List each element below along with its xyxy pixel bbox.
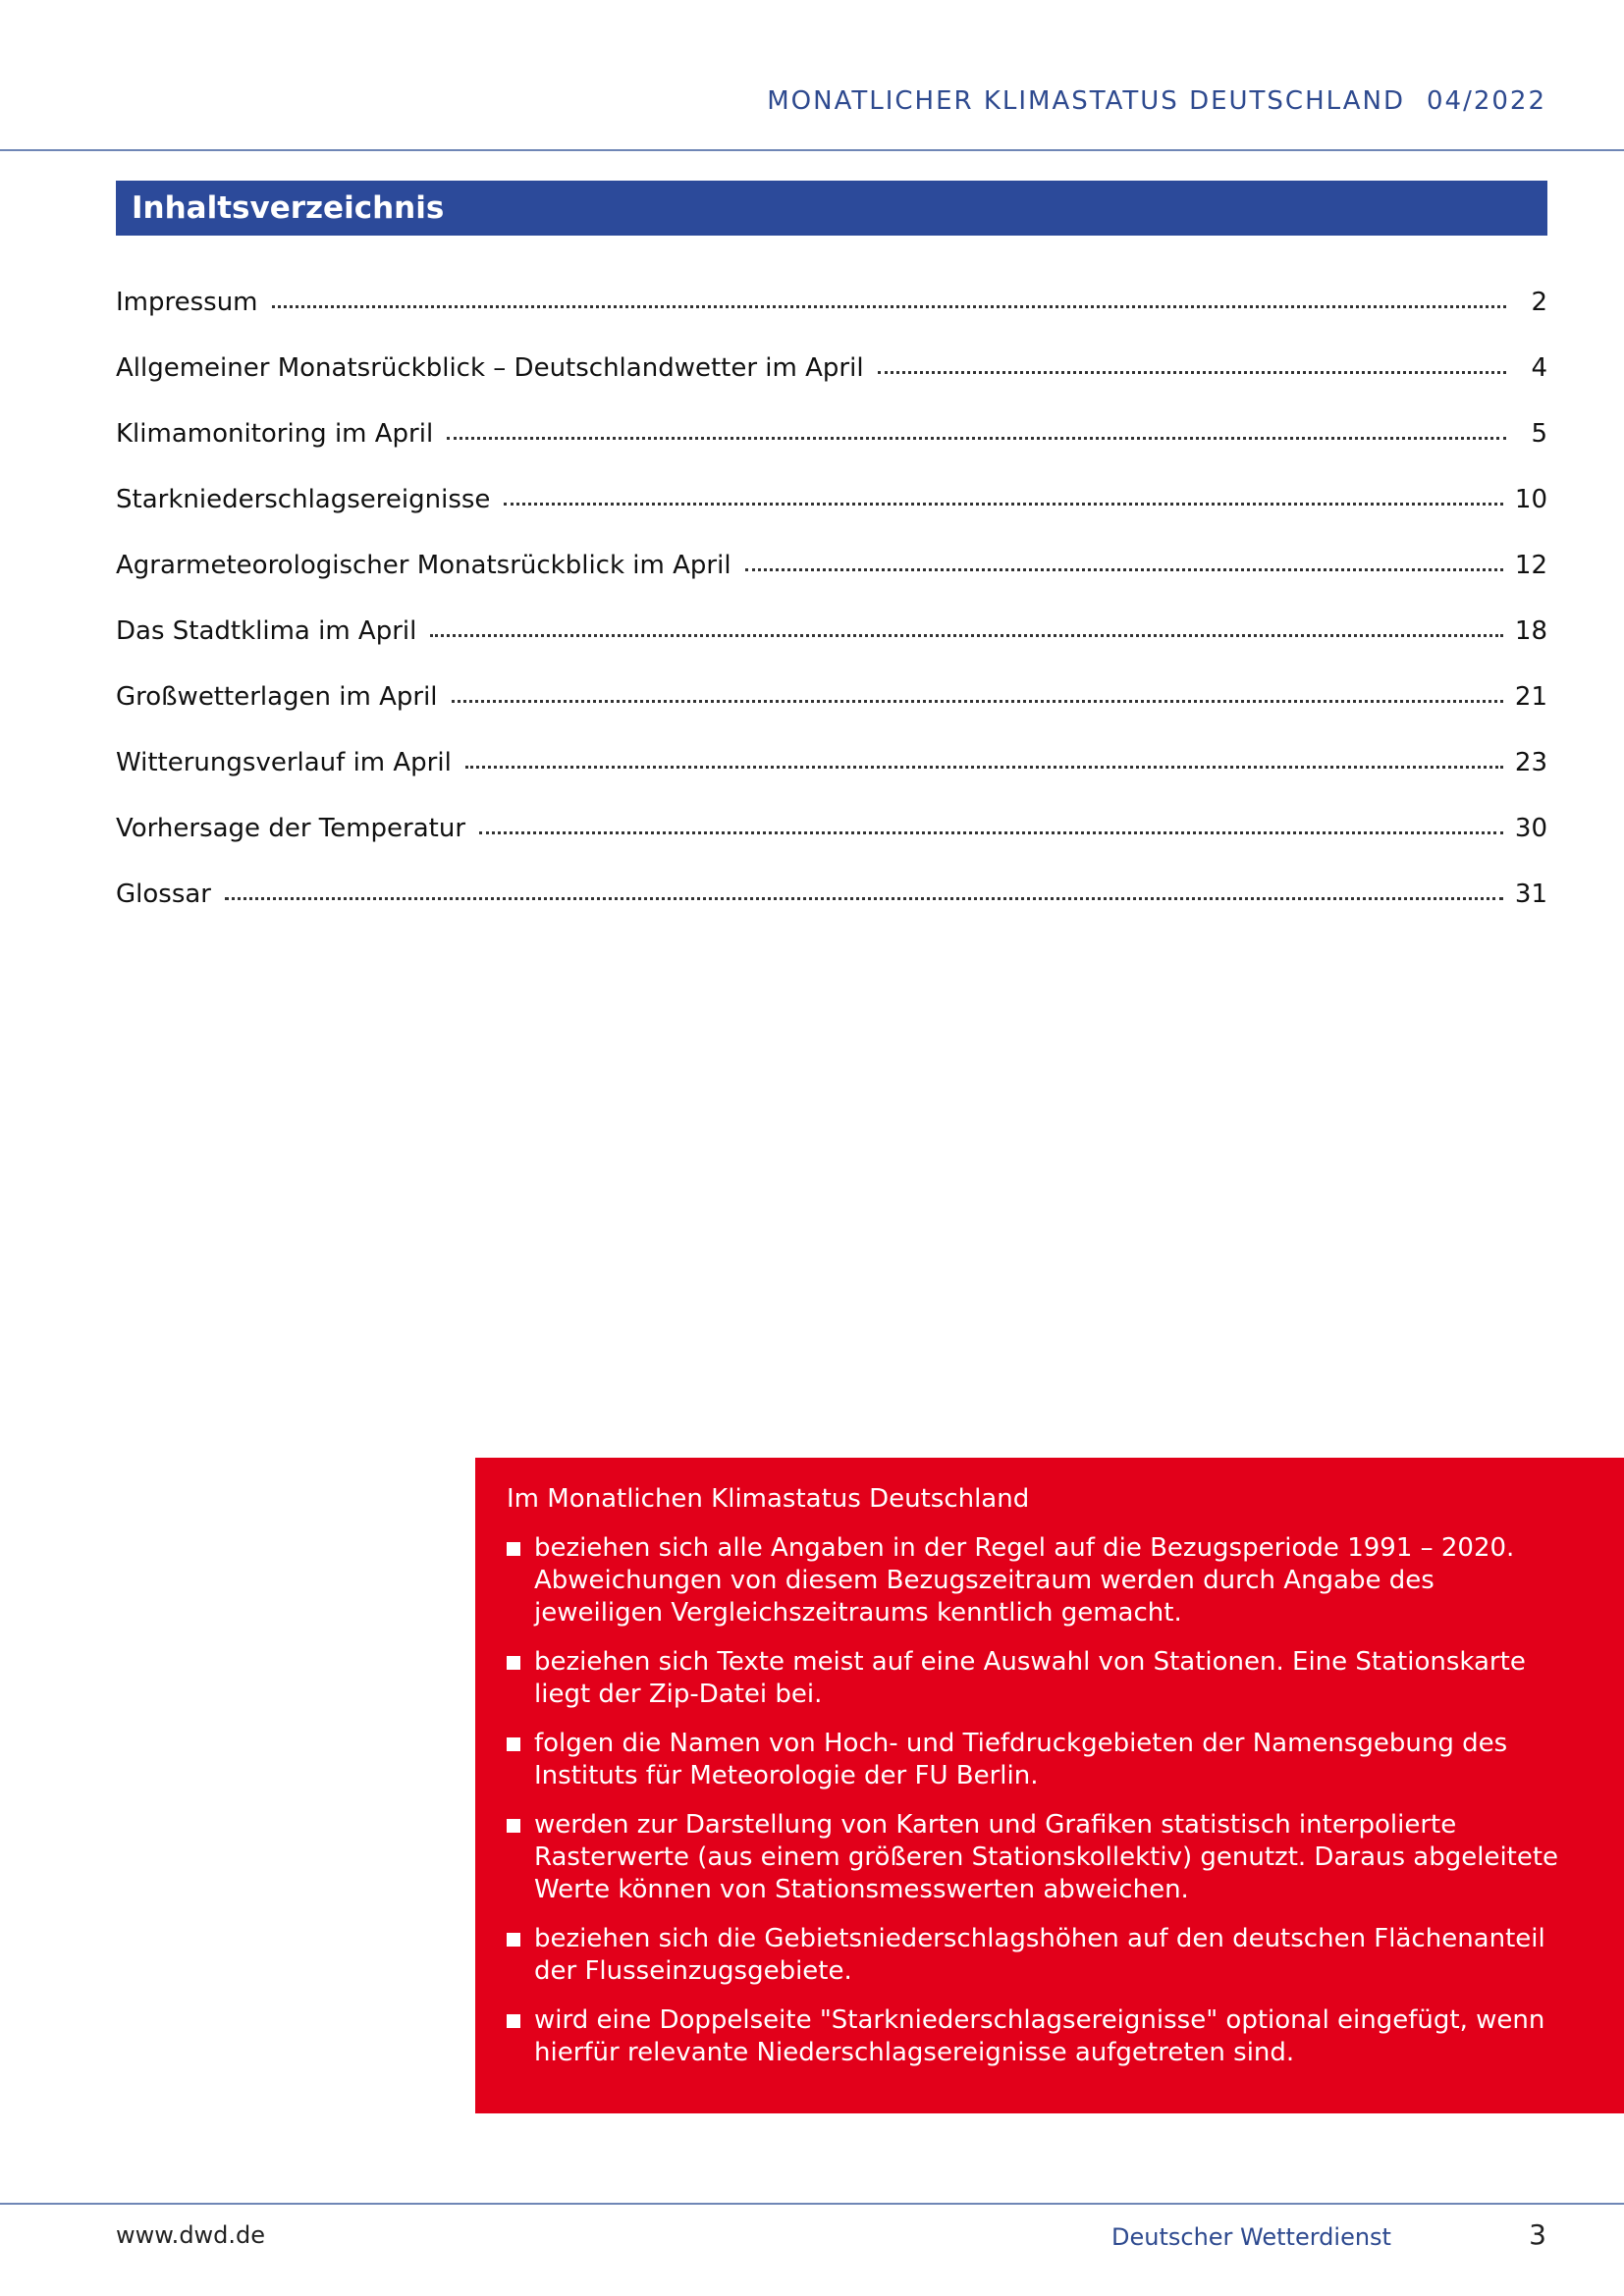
notice-item-text: beziehen sich die Gebietsniederschlagshöhen auf den deutschen Flächenanteil der Flusseinzugsgebiete. xyxy=(534,1924,1545,1986)
toc-leader-dots xyxy=(452,698,1503,703)
toc-entry[interactable] xyxy=(116,870,1547,935)
header-title xyxy=(767,86,1546,116)
notice-item xyxy=(507,1809,1565,1906)
table-of-contents xyxy=(116,278,1547,935)
toc-entry-page: 2 xyxy=(1531,288,1547,317)
toc-entry-page: 18 xyxy=(1514,616,1547,646)
toc-heading: Inhaltsverzeichnis xyxy=(116,181,1547,236)
toc-leader-dots xyxy=(504,501,1502,506)
square-bullet-icon xyxy=(507,2014,520,2028)
square-bullet-icon xyxy=(507,1819,520,1833)
toc-entry-label: Agrarmeteorologischer Monatsrückblick im April xyxy=(116,551,731,580)
toc-entry[interactable] xyxy=(116,409,1547,475)
footer-website-link[interactable]: www.dwd.de xyxy=(116,2221,266,2249)
notice-item-text: wird eine Doppelseite "Starkniederschlagsereignisse" optional eingefügt, wenn hierfür relevante Niederschlagsereignisse aufgetreten sind. xyxy=(534,2005,1545,2067)
toc-leader-dots xyxy=(878,369,1506,374)
footer-divider xyxy=(0,2203,1624,2205)
toc-entry[interactable] xyxy=(116,738,1547,804)
toc-entry-label: Klimamonitoring im April xyxy=(116,419,434,449)
notice-item xyxy=(507,1923,1565,1988)
toc-leader-dots xyxy=(225,895,1503,900)
toc-entry-page: 5 xyxy=(1531,419,1547,449)
footer-organization: Deutscher Wetterdienst xyxy=(1111,2223,1391,2251)
notice-item xyxy=(507,1646,1565,1711)
toc-entry[interactable] xyxy=(116,804,1547,870)
toc-entry[interactable] xyxy=(116,278,1547,344)
toc-entry-page: 31 xyxy=(1514,880,1547,909)
notice-item xyxy=(507,1532,1565,1629)
square-bullet-icon xyxy=(507,1656,520,1670)
toc-entry-page: 10 xyxy=(1514,485,1547,514)
notice-intro: Im Monatlichen Klimastatus Deutschland xyxy=(507,1484,1030,1514)
toc-entry-page: 4 xyxy=(1531,353,1547,383)
toc-entry[interactable] xyxy=(116,672,1547,738)
toc-entry-page: 12 xyxy=(1514,551,1547,580)
toc-entry-label: Witterungsverlauf im April xyxy=(116,748,452,777)
notice-item xyxy=(507,1728,1565,1792)
notice-item-text: beziehen sich alle Angaben in der Regel auf die Bezugsperiode 1991 – 2020. Abweichungen von diesem Bezugszeitraum werden durch Angabe des jeweiligen Vergleichszeitraums kenntlich gemacht. xyxy=(534,1533,1515,1628)
toc-leader-dots xyxy=(272,303,1506,308)
notice-item xyxy=(507,2004,1565,2069)
toc-entry-label: Impressum xyxy=(116,288,258,317)
toc-entry-label: Glossar xyxy=(116,880,211,909)
toc-leader-dots xyxy=(745,566,1503,571)
toc-entry[interactable] xyxy=(116,344,1547,409)
toc-entry-label: Starkniederschlagsereignisse xyxy=(116,485,491,514)
publication-title: MONATLICHER KLIMASTATUS DEUTSCHLAND xyxy=(767,86,1405,116)
toc-entry-page: 21 xyxy=(1514,682,1547,712)
notice-item-text: beziehen sich Texte meist auf eine Auswahl von Stationen. Eine Stationskarte liegt der Zip-Datei bei. xyxy=(534,1647,1526,1709)
toc-leader-dots xyxy=(447,435,1506,440)
toc-entry-label: Das Stadtklima im April xyxy=(116,616,417,646)
notice-item-text: folgen die Namen von Hoch- und Tiefdruckgebieten der Namensgebung des Instituts für Meteorologie der FU Berlin. xyxy=(534,1729,1508,1790)
toc-entry-label: Großwetterlagen im April xyxy=(116,682,438,712)
square-bullet-icon xyxy=(507,1542,520,1556)
notice-item-text: werden zur Darstellung von Karten und Grafiken statistisch interpolierte Rasterwerte (aus einem größeren Stationskollektiv) genutzt. Daraus abgeleitete Werte können von Stationsmesswerten abweichen. xyxy=(534,1810,1559,1904)
toc-leader-dots xyxy=(465,764,1503,769)
toc-entry[interactable] xyxy=(116,607,1547,672)
page-number: 3 xyxy=(1529,2218,1546,2251)
toc-leader-dots xyxy=(430,632,1503,637)
toc-entry-label: Allgemeiner Monatsrückblick – Deutschlandwetter im April xyxy=(116,353,864,383)
toc-entry[interactable] xyxy=(116,475,1547,541)
square-bullet-icon xyxy=(507,1737,520,1751)
notice-box xyxy=(475,1458,1624,2113)
square-bullet-icon xyxy=(507,1933,520,1947)
toc-entry-page: 30 xyxy=(1514,814,1547,843)
toc-entry-label: Vorhersage der Temperatur xyxy=(116,814,466,843)
issue-number: 04/2022 xyxy=(1426,86,1546,116)
notice-list xyxy=(507,1532,1565,2069)
toc-entry-page: 23 xyxy=(1514,748,1547,777)
toc-entry[interactable] xyxy=(116,541,1547,607)
toc-leader-dots xyxy=(479,829,1503,834)
header-divider xyxy=(0,149,1624,151)
